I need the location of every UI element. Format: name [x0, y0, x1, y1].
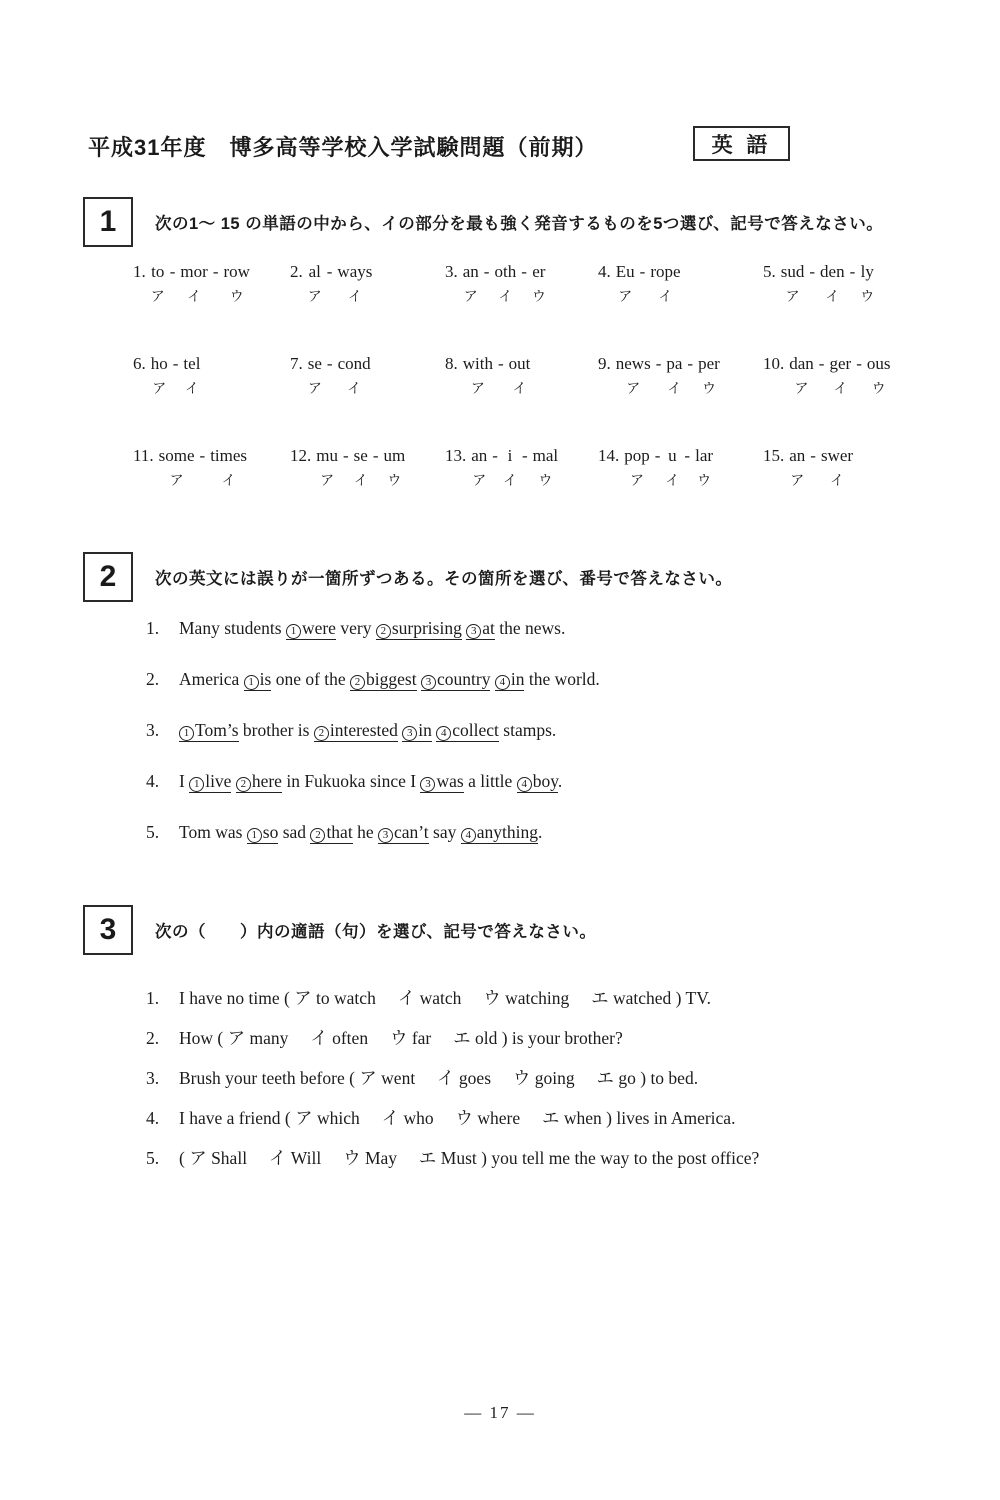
underlined-choice	[350, 669, 417, 691]
syllable-text: se	[307, 354, 322, 373]
section2-header	[83, 552, 732, 602]
syllable	[698, 353, 720, 397]
syllable-hyphen: -	[199, 446, 206, 465]
choice-word: Tom’s	[195, 720, 239, 740]
underlined-choice	[179, 720, 239, 742]
syllable-group	[316, 445, 405, 489]
syllable-group	[789, 445, 853, 489]
section3-instruction: 次の（ ）内の適語（句）を選び、記号で答えなさい。	[155, 923, 597, 941]
circled-number: 4	[461, 828, 476, 843]
kana-choice: イ	[498, 288, 513, 304]
question-text: Many students 1 were very 2 surprising 3 at the news.	[179, 618, 566, 638]
kana-choice: イ	[187, 288, 202, 304]
syllable-text: an	[462, 262, 479, 281]
syllable-hyphen: -	[809, 262, 816, 281]
question-row	[146, 820, 926, 844]
syllable	[789, 445, 805, 489]
syllable-text: ho	[150, 354, 168, 373]
syllable-text: an	[789, 446, 806, 465]
question-number: 2.	[146, 1028, 160, 1048]
choice-word: that	[326, 822, 353, 842]
syllable-text: den	[820, 262, 845, 281]
underlined-choice	[378, 822, 429, 844]
syllable	[665, 445, 679, 489]
syllable-text: some	[158, 446, 195, 465]
question-text: ( ア Shall イ Will ウ May エ Must ) you tell me the way to the post office?	[179, 1148, 760, 1168]
syllable	[308, 261, 322, 305]
syllable-text: tel	[183, 354, 201, 373]
underlined-choice	[461, 822, 538, 844]
kana-choice: ア	[630, 472, 644, 488]
syllable-group	[781, 261, 875, 305]
syllable-hyphen: -	[483, 262, 490, 281]
word-item	[133, 261, 290, 305]
syllable-hyphen: -	[655, 354, 662, 373]
kana-choice: イ	[347, 288, 362, 304]
kana-choice: ウ	[538, 472, 553, 488]
underlined-choice	[402, 720, 432, 742]
syllable-hyphen: -	[497, 354, 504, 373]
subject-label: 英 語	[711, 133, 772, 157]
question-text: America 1 is one of the 2 biggest 3 country 4 in the world.	[179, 669, 600, 689]
syllable-group	[463, 261, 546, 305]
syllable	[789, 353, 814, 397]
syllable	[463, 353, 493, 397]
syllable-text: lar	[695, 446, 714, 465]
kana-choice: ウ	[697, 472, 712, 488]
syllable-text: pa	[666, 354, 683, 373]
syllable-text: mor	[180, 262, 208, 281]
syllable-hyphen: -	[172, 354, 179, 373]
syllable-hyphen: -	[810, 446, 816, 465]
syllable-text: news	[615, 354, 651, 373]
choice-word: country	[436, 669, 491, 689]
section2-instruction: 次の英文には誤りが一箇所ずつある。その箇所を選び、番号で答えなさい。	[155, 570, 733, 588]
choice-word: biggest	[366, 669, 417, 689]
underlined-choice	[517, 771, 558, 793]
section1-header	[83, 197, 883, 247]
syllable	[494, 261, 516, 305]
section3-items	[146, 986, 966, 1186]
syllable-group	[151, 353, 201, 397]
circled-number: 3	[378, 828, 393, 843]
syllable-hyphen: -	[372, 446, 379, 465]
syllable	[860, 261, 874, 305]
underlined-choice	[421, 669, 490, 691]
syllable-group	[616, 353, 720, 397]
circled-number: 1	[286, 624, 301, 639]
kana-choice: ア	[785, 288, 800, 304]
underlined-choice	[310, 822, 352, 844]
syllable-hyphen: -	[492, 446, 498, 465]
syllable-hyphen: -	[326, 354, 333, 373]
syllable-group	[308, 261, 373, 305]
syllable-hyphen: -	[212, 262, 219, 281]
question-number: 1.	[146, 618, 160, 638]
word-number: 15.	[763, 446, 785, 465]
question-row	[146, 1146, 966, 1170]
syllable-text: i	[507, 446, 513, 465]
syllable-group	[308, 353, 371, 397]
syllable-text: ger	[829, 354, 852, 373]
syllable	[821, 445, 853, 489]
syllable	[180, 261, 207, 305]
syllable-text: rope	[650, 262, 681, 281]
syllable	[624, 445, 650, 489]
syllable-group	[151, 261, 250, 305]
syllable	[354, 445, 368, 489]
syllable	[503, 445, 517, 489]
syllable-group	[616, 261, 681, 305]
syllable-group	[159, 445, 247, 489]
question-row	[146, 616, 926, 640]
circled-number: 2	[310, 828, 325, 843]
syllable-group	[463, 353, 531, 397]
page-title: 平成31年度 博多高等学校入学試験問題（前期）	[88, 135, 598, 160]
kana-choice: ア	[152, 380, 167, 396]
word-number: 1.	[133, 262, 146, 281]
circled-number: 2	[376, 624, 391, 639]
syllable	[151, 261, 165, 305]
question-row	[146, 1026, 966, 1050]
underlined-choice	[314, 720, 398, 742]
syllable-text: row	[223, 262, 250, 281]
word-item	[598, 261, 763, 305]
syllable-text: pop	[624, 446, 650, 465]
syllable	[159, 445, 195, 489]
kana-choice: ア	[307, 380, 322, 396]
question-text: Tom was 1 so sad 2 that he 3 can’t say 4 anything.	[179, 822, 543, 842]
circled-number: 3	[466, 624, 481, 639]
question-number: 5.	[146, 1148, 160, 1168]
syllable-text: ous	[866, 354, 891, 373]
syllable-hyphen: -	[326, 262, 333, 281]
circled-number: 2	[314, 726, 329, 741]
section2-items	[146, 616, 926, 871]
question-row	[146, 1106, 966, 1130]
syllable-hyphen: -	[856, 354, 862, 373]
kana-choice: ウ	[860, 288, 875, 304]
word-item	[763, 445, 963, 489]
syllable-hyphen: -	[521, 262, 527, 281]
kana-choice: イ	[667, 380, 682, 396]
question-row	[146, 1066, 966, 1090]
word-number: 9.	[598, 354, 611, 373]
syllable-text: um	[383, 446, 406, 465]
question-number: 2.	[146, 669, 160, 689]
question-number: 5.	[146, 822, 160, 842]
kana-choice: ア	[169, 472, 184, 488]
underlined-choice	[244, 669, 272, 691]
underlined-choice	[420, 771, 463, 793]
syllable-text: to	[151, 262, 165, 281]
section1-number: 1	[99, 205, 117, 238]
syllable-text: al	[308, 262, 321, 281]
syllable-hyphen: -	[342, 446, 349, 465]
kana-choice: ア	[307, 288, 322, 304]
syllable	[338, 353, 371, 397]
question-number: 3.	[146, 1068, 160, 1088]
syllable	[829, 353, 851, 397]
question-row	[146, 986, 966, 1010]
syllable	[867, 353, 891, 397]
question-number: 1.	[146, 988, 160, 1008]
syllable	[509, 353, 531, 397]
word-item	[290, 353, 445, 397]
choice-word: surprising	[391, 618, 462, 638]
choice-word: can’t	[393, 822, 429, 842]
circled-number: 3	[402, 726, 417, 741]
circled-number: 1	[189, 777, 204, 792]
syllable-text: dan	[789, 354, 814, 373]
syllable-text: swer	[820, 446, 854, 465]
choice-word: at	[482, 618, 495, 638]
circled-number: 1	[179, 726, 194, 741]
word-item	[598, 445, 763, 489]
choice-word: is	[259, 669, 272, 689]
kana-choice: イ	[184, 380, 199, 396]
syllable-text: with	[462, 354, 493, 373]
question-text: How ( ア many イ often ウ far エ old ) is your brother?	[179, 1028, 623, 1048]
circled-number: 4	[517, 777, 532, 792]
kana-choice: イ	[665, 472, 680, 488]
syllable	[820, 261, 845, 305]
syllable-text: mal	[532, 446, 559, 465]
subject-badge	[693, 126, 790, 161]
word-number: 4.	[598, 262, 611, 281]
syllable-text: mu	[316, 446, 338, 465]
syllable-hyphen: -	[521, 446, 528, 465]
kana-choice: ア	[618, 288, 633, 304]
word-number: 6.	[133, 354, 146, 373]
syllable	[308, 353, 322, 397]
word-number: 13.	[445, 446, 467, 465]
word-item	[763, 353, 963, 397]
kana-choice: ウ	[229, 288, 244, 304]
circled-number: 4	[495, 675, 510, 690]
question-number: 4.	[146, 1108, 160, 1128]
syllable-text: ways	[337, 262, 373, 281]
syllable-hyphen: -	[684, 446, 691, 465]
choice-word: in	[510, 669, 525, 689]
word-number: 3.	[445, 262, 458, 281]
syllable	[781, 261, 805, 305]
kana-choice: ウ	[387, 472, 402, 488]
syllable	[316, 445, 338, 489]
kana-choice: イ	[512, 380, 527, 396]
question-row	[146, 769, 926, 793]
kana-choice: イ	[825, 288, 840, 304]
kana-choice: ア	[470, 380, 485, 396]
underlined-choice	[236, 771, 282, 793]
underlined-choice	[495, 669, 525, 691]
syllable-text: cond	[337, 354, 371, 373]
word-grid	[133, 261, 963, 489]
circled-number: 2	[236, 777, 251, 792]
kana-choice: イ	[347, 380, 362, 396]
underlined-choice	[189, 771, 231, 793]
circled-number: 4	[436, 726, 451, 741]
circled-number: 3	[420, 777, 435, 792]
syllable-group	[471, 445, 558, 489]
underlined-choice	[286, 618, 336, 640]
word-item	[445, 445, 598, 489]
word-item	[133, 353, 290, 397]
syllable-hyphen: -	[639, 262, 646, 281]
word-number: 10.	[763, 354, 785, 373]
question-number: 4.	[146, 771, 160, 791]
section2-number-box	[83, 552, 133, 602]
kana-choice: ア	[626, 380, 641, 396]
section1-number-box	[83, 197, 133, 247]
question-row	[146, 718, 926, 742]
syllable-hyphen: -	[687, 354, 694, 373]
kana-choice: ウ	[531, 288, 546, 304]
word-number: 8.	[445, 354, 458, 373]
section1-instruction: 次の1～ 15 の単語の中から、イの部分を最も強く発音するものを5つ選び、記号で答えなさい。	[155, 215, 884, 233]
syllable-group	[789, 353, 890, 397]
syllable	[384, 445, 406, 489]
word-item	[445, 353, 598, 397]
underlined-choice	[466, 618, 495, 640]
underlined-choice	[376, 618, 462, 640]
syllable	[616, 353, 651, 397]
kana-choice: ウ	[701, 380, 716, 396]
syllable	[533, 445, 559, 489]
syllable	[337, 261, 372, 305]
question-row	[146, 667, 926, 691]
word-number: 14.	[598, 446, 620, 465]
word-item	[598, 353, 763, 397]
circled-number: 3	[421, 675, 436, 690]
syllable-text: out	[508, 354, 531, 373]
word-item	[290, 261, 445, 305]
syllable	[183, 353, 200, 397]
syllable	[210, 445, 247, 489]
kana-choice: ア	[472, 472, 487, 488]
syllable-hyphen: -	[849, 262, 856, 281]
word-number: 5.	[763, 262, 776, 281]
syllable-text: u	[668, 446, 677, 465]
word-item	[763, 261, 963, 305]
choice-word: boy	[532, 771, 558, 791]
section3-number-box	[83, 905, 133, 955]
word-item	[290, 445, 445, 489]
syllable	[151, 353, 168, 397]
choice-word: collect	[452, 720, 499, 740]
kana-choice: ウ	[871, 380, 886, 396]
choice-word: live	[205, 771, 232, 791]
page-number: — 17 —	[464, 1403, 536, 1422]
question-text: Brush your teeth before ( ア went イ goes ウ going エ go ) to bed.	[179, 1068, 699, 1088]
choice-word: were	[301, 618, 336, 638]
syllable-text: per	[698, 354, 720, 373]
question-number: 3.	[146, 720, 160, 740]
syllable-hyphen: -	[818, 354, 825, 373]
circled-number: 2	[350, 675, 365, 690]
syllable-text: Eu	[615, 262, 635, 281]
syllable-text: times	[210, 446, 248, 465]
choice-word: interested	[329, 720, 398, 740]
choice-word: so	[262, 822, 279, 842]
syllable	[616, 261, 635, 305]
choice-word: was	[436, 771, 464, 791]
kana-choice: イ	[830, 472, 845, 488]
underlined-choice	[247, 822, 279, 844]
question-text: I have a friend ( ア which イ who ウ where エ when ) lives in America.	[179, 1108, 736, 1128]
question-text: 1 Tom’s brother is 2 interested 3 in 4 collect stamps.	[179, 718, 556, 742]
choice-word: here	[251, 771, 282, 791]
underlined-choice	[436, 720, 499, 742]
syllable-group	[624, 445, 713, 489]
syllable-text: oth	[494, 262, 517, 281]
syllable-text: er	[532, 262, 546, 281]
syllable-hyphen: -	[654, 446, 661, 465]
section2-number: 2	[99, 560, 117, 593]
syllable-text: ly	[860, 262, 874, 281]
kana-choice: ア	[320, 472, 335, 488]
section3-number: 3	[99, 913, 117, 946]
question-text: I have no time ( ア to watch イ watch ウ watching エ watched ) TV.	[179, 988, 712, 1008]
syllable-text: an	[471, 446, 488, 465]
kana-choice: イ	[221, 472, 236, 488]
kana-choice: イ	[658, 288, 673, 304]
choice-word: anything	[476, 822, 538, 842]
kana-choice: ア	[463, 288, 478, 304]
kana-choice: ア	[790, 472, 805, 488]
syllable	[650, 261, 680, 305]
syllable-text: sud	[780, 262, 805, 281]
word-item	[445, 261, 598, 305]
section3-header	[83, 905, 596, 955]
word-item	[133, 445, 290, 489]
syllable	[223, 261, 249, 305]
word-number: 7.	[290, 354, 303, 373]
kana-choice: イ	[502, 472, 517, 488]
syllable	[666, 353, 682, 397]
syllable	[471, 445, 487, 489]
word-number: 2.	[290, 262, 303, 281]
syllable-hyphen: -	[169, 262, 176, 281]
kana-choice: ア	[150, 288, 165, 304]
syllable	[695, 445, 713, 489]
choice-word: in	[418, 720, 432, 740]
circled-number: 1	[244, 675, 259, 690]
kana-choice: ア	[794, 380, 809, 396]
circled-number: 1	[247, 828, 262, 843]
word-number: 11.	[133, 446, 154, 465]
word-number: 12.	[290, 446, 312, 465]
syllable	[463, 261, 479, 305]
syllable	[532, 261, 546, 305]
kana-choice: イ	[353, 472, 368, 488]
syllable-text: se	[353, 446, 368, 465]
kana-choice: イ	[833, 380, 848, 396]
question-text: I 1 live 2 here in Fukuoka since I 3 was a little 4 boy.	[179, 771, 563, 791]
